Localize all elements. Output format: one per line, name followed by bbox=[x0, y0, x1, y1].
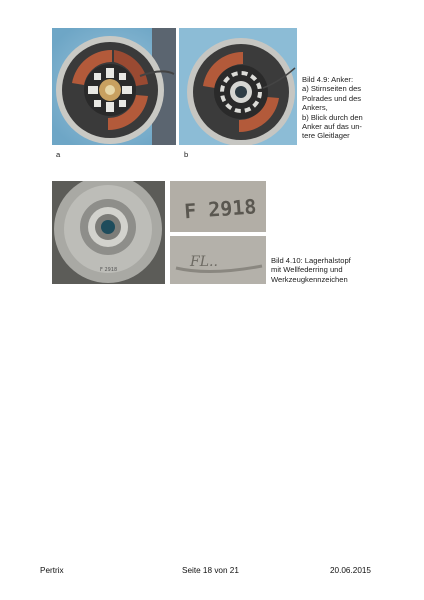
footer-left: Pertrix bbox=[40, 566, 64, 575]
photo-4-10-tool-mark-stamp bbox=[170, 181, 266, 232]
photo-4-9-a-armature-pole-wheel bbox=[52, 28, 176, 145]
stamp-text: F 2918 bbox=[183, 194, 258, 224]
caption-line: Werkzeugkennzeichen bbox=[271, 274, 348, 284]
figure-label-a: a bbox=[56, 150, 61, 159]
photo-4-10-bearing-pot bbox=[52, 181, 165, 284]
caption-line: Polrades und des bbox=[302, 93, 362, 103]
caption-line: mit Wellfederring und bbox=[271, 265, 343, 275]
caption-line: Bild 4.9: Anker: bbox=[302, 75, 354, 84]
footer-page-number: Seite 18 von 21 bbox=[182, 566, 239, 575]
caption-line: a) Stirnseiten des bbox=[302, 84, 362, 94]
pot-marking: F 2918 bbox=[100, 267, 118, 273]
caption-line: Ankers, bbox=[302, 103, 328, 113]
caption-line: Anker auf das un- bbox=[302, 122, 362, 132]
footer-date: 20.06.2015 bbox=[330, 566, 371, 575]
caption-line: b) Blick durch den bbox=[302, 112, 363, 122]
figure-4-10-caption bbox=[271, 256, 351, 284]
figure-4-9-caption bbox=[302, 75, 363, 141]
photo-4-10-engraving bbox=[170, 236, 266, 284]
caption-line: Bild 4.10: Lagerhalstopf bbox=[271, 256, 351, 265]
caption-line: tere Gleitlager bbox=[302, 131, 350, 141]
photo-4-9-b-lower-bearing bbox=[179, 28, 297, 145]
engraving-text: FL.. bbox=[190, 254, 218, 270]
figure-label-b: b bbox=[184, 150, 189, 159]
